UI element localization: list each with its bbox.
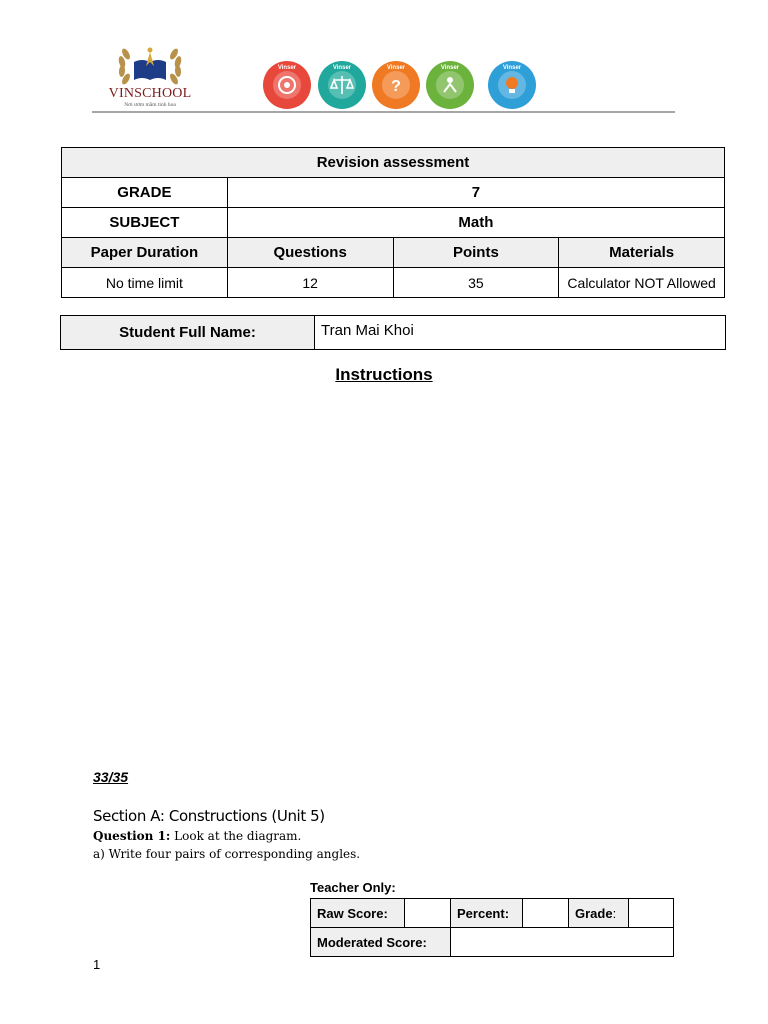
grade-score-label-colon: :	[612, 905, 617, 921]
student-name-field[interactable]: Tran Mai Khoi	[315, 316, 726, 350]
creative-badge-icon	[487, 60, 537, 110]
duration-value: No time limit	[62, 268, 228, 298]
grade-label: GRADE	[62, 178, 228, 208]
percent-label: Percent:	[451, 899, 523, 928]
page-number: 1	[93, 957, 101, 972]
grade-score-label	[569, 899, 629, 928]
header-divider	[92, 111, 675, 113]
assessment-info-table	[61, 147, 725, 298]
student-name-table	[60, 315, 726, 350]
question-label: Question 1:	[93, 829, 171, 843]
moderated-score-field[interactable]	[451, 928, 674, 957]
column-header: Questions	[227, 238, 393, 268]
materials-value: Calculator NOT Allowed	[559, 268, 725, 298]
laurel-book-icon	[104, 42, 196, 88]
section-title: Section A: Constructions (Unit 5)	[93, 807, 325, 825]
question-1	[93, 829, 301, 843]
svg-text:?: ?	[391, 78, 401, 95]
raw-score-field[interactable]	[405, 899, 451, 928]
question-text: Look at the diagram.	[170, 829, 302, 843]
sub-question-a: a) Write four pairs of corresponding angles.	[93, 847, 361, 861]
badge-name: Vinser	[440, 65, 460, 71]
teacher-score-table	[310, 898, 674, 957]
grade-score-field[interactable]	[629, 899, 674, 928]
student-name-label: Student Full Name:	[61, 316, 315, 350]
percent-field[interactable]	[523, 899, 569, 928]
grade-score-label-text: Grade	[575, 905, 613, 921]
questions-value: 12	[227, 268, 393, 298]
badge-name: Vinser	[332, 65, 352, 71]
subject-label: SUBJECT	[62, 208, 228, 238]
vinschool-logo	[104, 42, 196, 112]
caring-badge-icon	[425, 60, 475, 110]
points-value: 35	[393, 268, 559, 298]
teacher-only-label: Teacher Only:	[310, 880, 396, 895]
logo-tagline: Nơi ươm mầm tinh hoa	[124, 102, 176, 108]
column-header: Paper Duration	[62, 238, 228, 268]
column-header: Materials	[559, 238, 725, 268]
integrity-badge-icon	[317, 60, 367, 110]
instructions-heading: Instructions	[335, 365, 433, 384]
score-value: 33/35	[93, 769, 129, 785]
logo-name: VINSCHOOL	[108, 86, 192, 101]
badge-name: Vinser	[386, 65, 406, 71]
subject-value: Math	[227, 208, 724, 238]
thinking-badge-icon	[262, 60, 312, 110]
raw-score-label: Raw Score:	[311, 899, 405, 928]
moderated-score-label: Moderated Score:	[311, 928, 451, 957]
badge-name: Vinser	[502, 65, 522, 71]
badge-name: Vinser	[277, 65, 297, 71]
inquiry-badge-icon	[371, 60, 421, 110]
column-header: Points	[393, 238, 559, 268]
assessment-title: Revision assessment	[62, 148, 725, 178]
grade-value: 7	[227, 178, 724, 208]
